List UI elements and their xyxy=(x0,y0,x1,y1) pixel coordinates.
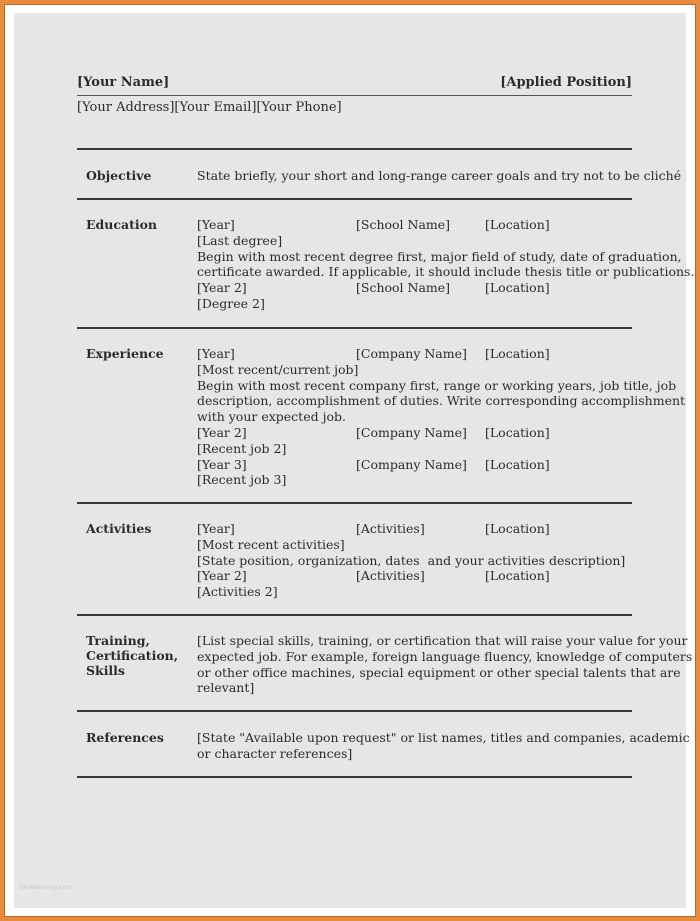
location: [Location] xyxy=(485,217,550,232)
degree: [Last degree] xyxy=(197,232,283,248)
location: [Location] xyxy=(485,568,550,584)
applied-position: [Applied Position] xyxy=(500,75,632,90)
year: [Year] xyxy=(197,521,235,536)
section-divider xyxy=(77,502,632,504)
year: [Year] xyxy=(197,346,235,361)
experience-entry-row xyxy=(197,457,627,473)
contact-info: [Your Address][Your Email][Your Phone] xyxy=(77,100,342,115)
education-entry-row xyxy=(197,217,627,233)
training-title-line: Certification, xyxy=(86,648,179,663)
company-name: [Company Name] xyxy=(356,456,467,472)
activity-title: [Most recent activities] xyxy=(197,536,345,552)
location: [Location] xyxy=(485,424,550,440)
section-divider xyxy=(77,776,632,778)
training-title-line: Training, xyxy=(86,633,150,648)
experience-entry-row xyxy=(197,425,627,441)
degree: [Degree 2] xyxy=(197,295,265,311)
education-description-line: certificate awarded. If applicable, it should include thesis title or publications. xyxy=(197,264,695,280)
resume-page xyxy=(14,13,695,908)
references-body xyxy=(197,730,690,762)
year: [Year 2] xyxy=(197,280,247,296)
header-line xyxy=(77,75,632,96)
location: [Location] xyxy=(485,346,550,361)
experience-description-line: with your expected job. xyxy=(197,409,346,425)
activities-body xyxy=(197,521,627,600)
activities-entry-row xyxy=(197,568,627,584)
job-title: [Recent job 3] xyxy=(197,472,287,488)
location: [Location] xyxy=(485,521,550,536)
training-title-line: Skills xyxy=(86,663,125,678)
year: [Year 3] xyxy=(197,456,247,472)
company-name: [Company Name] xyxy=(356,424,467,440)
year: [Year 2] xyxy=(197,568,247,584)
company-name: [Company Name] xyxy=(356,346,467,361)
section-divider xyxy=(77,148,632,150)
activity-title: [Activities 2] xyxy=(197,584,278,600)
section-divider xyxy=(77,198,632,200)
training-title xyxy=(86,633,181,678)
section-divider xyxy=(77,710,632,712)
section-divider xyxy=(77,614,632,616)
section-divider xyxy=(77,327,632,329)
location: [Location] xyxy=(485,456,550,472)
applicant-name: [Your Name] xyxy=(77,75,170,90)
references-title: References xyxy=(86,730,164,745)
education-body xyxy=(197,217,695,312)
training-text-line: [List special skills, training, or certification that will raise your value for your xyxy=(197,633,688,648)
school-name: [School Name] xyxy=(356,217,451,232)
job-title: [Most recent/current job] xyxy=(197,361,359,377)
objective-body xyxy=(197,168,682,184)
training-body xyxy=(197,633,693,696)
location: [Location] xyxy=(485,280,550,296)
activity-name: [Activities] xyxy=(356,568,425,584)
education-title: Education xyxy=(86,217,158,232)
experience-description-line: description, accomplishment of duties. Write corresponding accomplishment xyxy=(197,393,686,409)
page-frame xyxy=(4,4,696,917)
training-text-line: or other office machines, special equipment or other special talents that are xyxy=(197,664,681,680)
education-description-line: Begin with most recent degree first, major field of study, date of graduation, xyxy=(197,248,682,264)
training-text-line: expected job. For example, foreign language fluency, knowledge of computers xyxy=(197,648,693,664)
activity-name: [Activities] xyxy=(356,521,425,536)
training-text-line: relevant] xyxy=(197,680,255,696)
references-text-line: or character references] xyxy=(197,745,353,761)
experience-description-line: Begin with most recent company first, range or working years, job title, job xyxy=(197,377,677,393)
references-text-line: [State "Available upon request" or list names, titles and companies, academic xyxy=(197,730,690,745)
objective-title: Objective xyxy=(86,168,152,183)
experience-body xyxy=(197,346,686,488)
activities-title: Activities xyxy=(86,521,152,536)
job-title: [Recent job 2] xyxy=(197,440,287,456)
activity-description: [State position, organization, dates and your activities description] xyxy=(197,552,626,568)
school-name: [School Name] xyxy=(356,280,451,296)
experience-title: Experience xyxy=(86,346,164,361)
year: [Year 2] xyxy=(197,424,247,440)
activities-entry-row xyxy=(197,521,627,537)
experience-entry-row xyxy=(197,346,627,362)
year: [Year] xyxy=(197,217,235,232)
objective-text: State briefly, your short and long-range career goals and try not to be cliché xyxy=(197,168,682,183)
education-entry-row xyxy=(197,280,627,296)
watermark: GerAdsoving.com xyxy=(19,884,72,891)
